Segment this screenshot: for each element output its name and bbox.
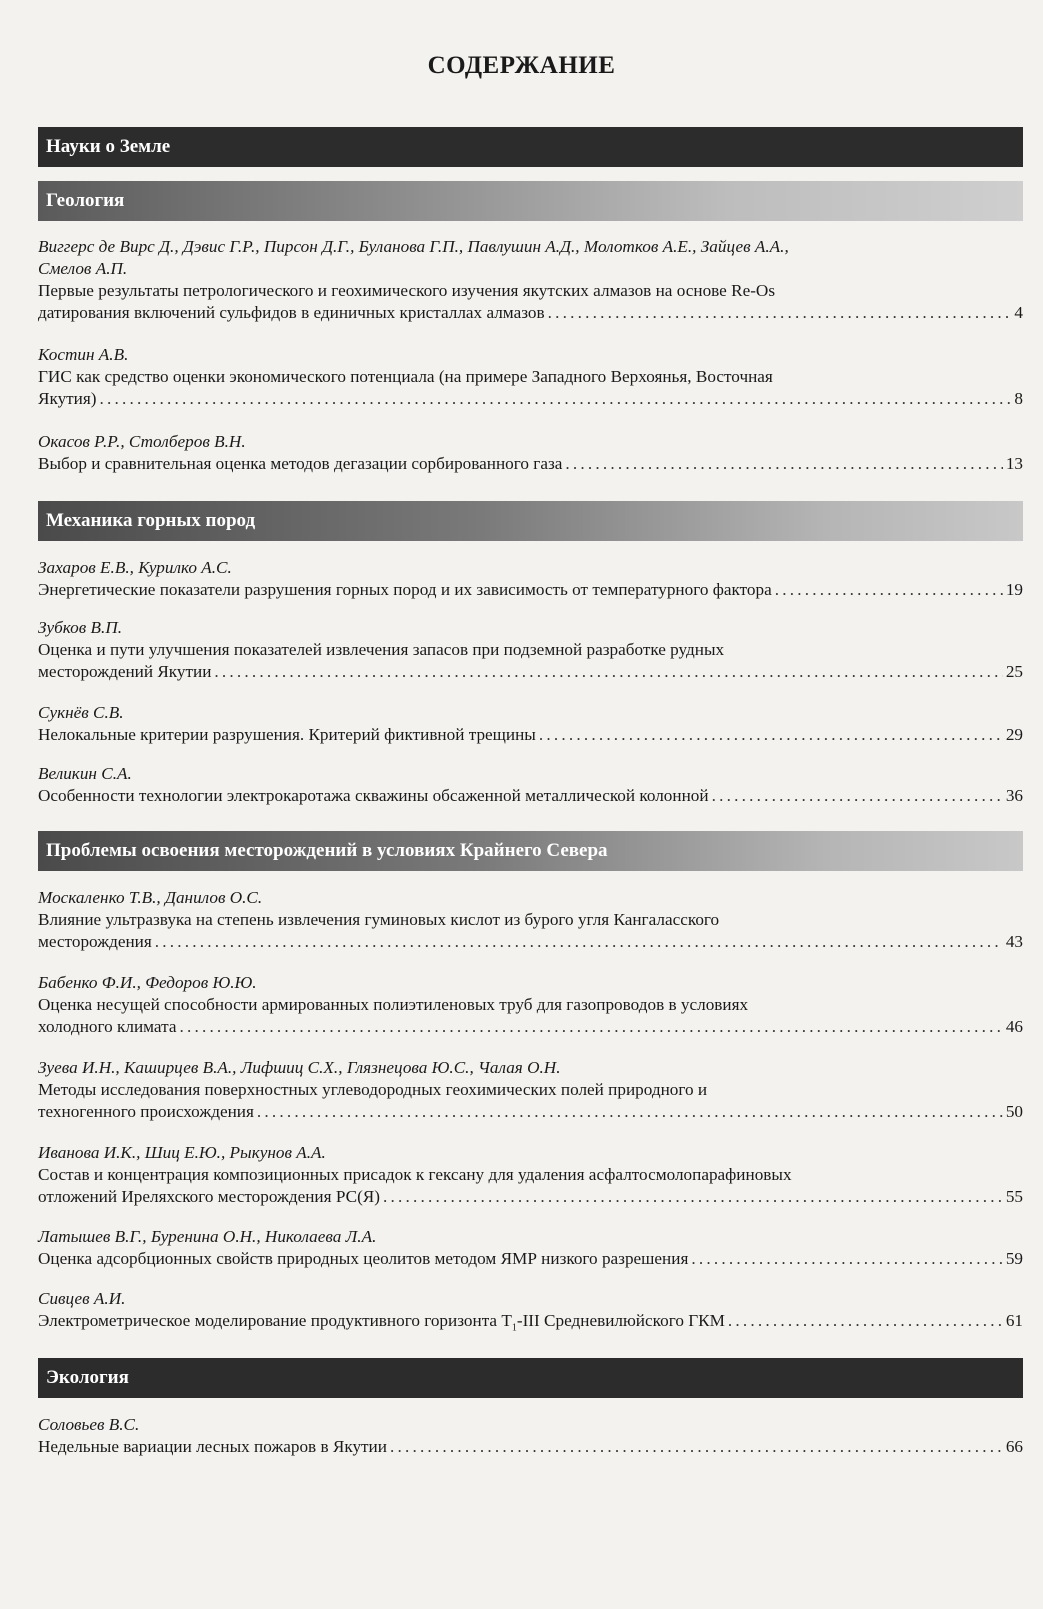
dot-leader: [179, 1016, 1002, 1038]
toc-entry[interactable]: [38, 617, 1023, 683]
entry-authors: Соловьев В.С.: [38, 1415, 140, 1434]
dot-leader: [383, 1186, 1003, 1208]
toc-entry[interactable]: [38, 236, 1023, 324]
entry-title: техногенного происхождения: [38, 1102, 254, 1121]
dot-leader: [712, 785, 1003, 807]
section-band-ecology: Экология: [38, 1358, 1023, 1398]
page-number: 50: [1005, 1102, 1023, 1121]
dot-leader: [728, 1310, 1003, 1332]
toc-entry[interactable]: [38, 702, 1023, 746]
entry-title: холодного климата: [38, 1017, 177, 1036]
entry-title: Оценка и пути улучшения показателей извлечения запасов при подземной разработке рудных: [38, 640, 725, 659]
toc-entry[interactable]: [38, 1288, 1023, 1339]
page-number: 4: [1014, 303, 1023, 322]
entry-title: Недельные вариации лесных пожаров в Якутии: [38, 1437, 387, 1456]
entry-title: месторождения: [38, 932, 152, 951]
entry-authors: Великин С.А.: [38, 764, 132, 783]
toc-entry[interactable]: [38, 1226, 1023, 1270]
entry-title: Особенности технологии электрокаротажа скважины обсаженной металлической колонной: [38, 786, 709, 805]
entry-title: ГИС как средство оценки экономического потенциала (на примере Западного Верхоянья, Восточная: [38, 367, 773, 386]
section-band-rock-mechanics: Механика горных пород: [38, 501, 1023, 541]
entry-title: датирования включений сульфидов в единичных кристаллах алмазов: [38, 303, 545, 322]
entry-title: Энергетические показатели разрушения горных пород и их зависимость от температурного фактора: [38, 580, 772, 599]
entry-title: месторождений Якутии: [38, 662, 212, 681]
entry-title: Выбор и сравнительная оценка методов дегазации сорбированного газа: [38, 454, 563, 473]
entry-authors: Бабенко Ф.И., Федоров Ю.Ю.: [38, 973, 257, 992]
entry-authors: Костин А.В.: [38, 345, 129, 364]
section-band-geology: Геология: [38, 181, 1023, 221]
toc-entry[interactable]: [38, 344, 1023, 410]
page-title: СОДЕРЖАНИЕ: [427, 52, 616, 79]
dot-leader: [539, 724, 1003, 746]
dot-leader: [214, 661, 1002, 683]
entry-authors: Зубков В.П.: [38, 618, 123, 637]
toc-entry[interactable]: [38, 1057, 1023, 1123]
entry-title: Оценка адсорбционных свойств природных цеолитов методом ЯМР низкого разрешения: [38, 1249, 689, 1268]
toc-entry[interactable]: [38, 1142, 1023, 1208]
toc-entry[interactable]: [38, 887, 1023, 953]
page-number: 13: [1005, 454, 1023, 473]
entry-title: Методы исследования поверхностных углеводородных геохимических полей природного и: [38, 1080, 708, 1099]
dot-leader: [691, 1248, 1002, 1270]
section-band-earth-sciences: Науки о Земле: [38, 127, 1023, 167]
entry-title: Первые результаты петрологического и геохимического изучения якутских алмазов на основе Re-Os: [38, 281, 776, 300]
dot-leader: [548, 302, 1012, 324]
entry-title: отложений Иреляхского месторождения РС(Я): [38, 1187, 380, 1206]
page-number: 55: [1005, 1187, 1023, 1206]
entry-authors: Сукнёв С.В.: [38, 703, 124, 722]
page-number: 25: [1005, 662, 1023, 681]
dot-leader: [155, 931, 1003, 953]
entry-authors: Иванова И.К., Шиц Е.Ю., Рыкунов А.А.: [38, 1143, 326, 1162]
entry-authors: Виггерс де Вирс Д., Дэвис Г.Р., Пирсон Д.Г., Буланова Г.П., Павлушин А.Д., Молотков А.Е., Зайцев А.А.,: [38, 237, 789, 256]
toc-entry[interactable]: [38, 1414, 1023, 1458]
section-band-far-north: Проблемы освоения месторождений в условиях Крайнего Севера: [38, 831, 1023, 871]
entry-title: Оценка несущей способности армированных полиэтиленовых труб для газопроводов в условиях: [38, 995, 749, 1014]
entry-authors: Москаленко Т.В., Данилов О.С.: [38, 888, 263, 907]
page-number: 8: [1014, 389, 1023, 408]
page-number: 29: [1005, 725, 1023, 744]
page-number: 66: [1005, 1437, 1023, 1456]
dot-leader: [100, 388, 1012, 410]
dot-leader: [257, 1101, 1003, 1123]
dot-leader: [775, 579, 1003, 601]
entry-title: Состав и концентрация композиционных присадок к гексану для удаления асфалтосмолопарафиновых: [38, 1165, 792, 1184]
entry-title: Влияние ультразвука на степень извлечения гуминовых кислот из бурого угля Кангаласского: [38, 910, 720, 929]
entry-authors: Зуева И.Н., Каширцев В.А., Лифшиц С.Х., Глязнецова Ю.С., Чалая О.Н.: [38, 1058, 561, 1077]
page-number: 36: [1005, 786, 1023, 805]
entry-authors: Сивцев А.И.: [38, 1289, 126, 1308]
page-number: 46: [1005, 1017, 1023, 1036]
dot-leader: [390, 1436, 1003, 1458]
page-number: 61: [1005, 1311, 1023, 1330]
dot-leader: [565, 453, 1002, 475]
entry-authors: Латышев В.Г., Буренина О.Н., Николаева Л.А.: [38, 1227, 377, 1246]
toc-entry[interactable]: [38, 972, 1023, 1038]
page-number: 59: [1005, 1249, 1023, 1268]
page-number: 43: [1005, 932, 1023, 951]
entry-authors: Окасов Р.Р., Столберов В.Н.: [38, 432, 246, 451]
entry-title: Электрометрическое моделирование продуктивного горизонта $Т_1$-III Средневилюйского ГКМ: [38, 1311, 725, 1334]
entry-authors: Захаров Е.В., Курилко А.С.: [38, 558, 232, 577]
toc-entry[interactable]: [38, 763, 1023, 807]
toc-entry[interactable]: [38, 431, 1023, 475]
entry-title: Нелокальные критерии разрушения. Критерий фиктивной трещины: [38, 725, 536, 744]
entry-title: Якутия): [38, 389, 97, 408]
entry-authors: Смелов А.П.: [38, 259, 128, 278]
toc-entry[interactable]: [38, 557, 1023, 601]
page-number: 19: [1005, 580, 1023, 599]
